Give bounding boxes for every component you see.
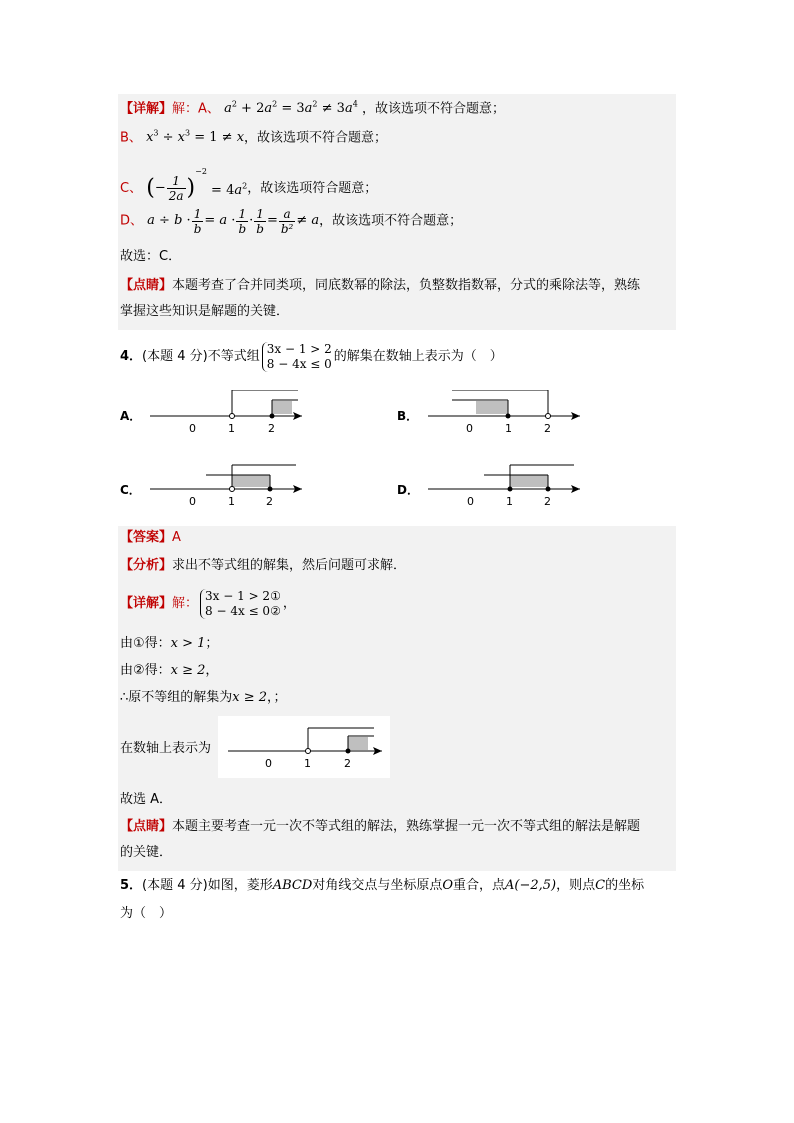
q4-answer: 【答案】A xyxy=(120,530,181,545)
q4-solution-numberline xyxy=(228,726,388,772)
q5-stem-line1: 5．(本题 4 分)如图，菱形ABCD对角线交点与坐标原点O重合，点A(−2,5)，则点C的坐标 xyxy=(120,878,645,893)
option-d-numberline[interactable] xyxy=(428,462,588,508)
option-a-math: $a^2 + 2a^2 = 3a^2 \ne 3a^4$ xyxy=(224,100,358,117)
q4-choose: 故选 A． xyxy=(120,792,173,807)
option-d-label: D、 xyxy=(120,213,144,229)
comment-tag: 【点睛】 xyxy=(120,278,173,293)
q3-detail-line-d: D、 a ÷ b · $\frac{1}{b}$ = a · $\frac{1}{b}$ · $\frac{1}{b}$ = $\frac{a}{\text{b²}}$ ≠ a，故该选项不符合题意； xyxy=(120,206,463,236)
svg-text:2: 2 xyxy=(344,757,351,770)
q4-inequality-system: 3x − 1 > 2 8 − 4x ≤ 0 xyxy=(262,342,332,372)
option-a-label: 解：A、 xyxy=(172,101,220,117)
option-a-numberline[interactable] xyxy=(150,390,310,436)
q5-number: 5． xyxy=(120,878,143,893)
option-b-numberline[interactable] xyxy=(428,390,588,436)
svg-text:1: 1 xyxy=(506,495,513,508)
tick-1: 1 xyxy=(228,422,235,435)
svg-text:1: 1 xyxy=(505,422,512,435)
option-c-choice[interactable]: C． xyxy=(120,483,141,497)
q5-stem-line2: 为（ ） xyxy=(120,906,173,921)
q4-stem: 4．(本题 4 分)不等式组 3x − 1 > 2 8 − 4x ≤ 0 的解集在数轴上表示为（ ） xyxy=(120,341,503,371)
option-d-verdict: ，故该选项不符合题意； xyxy=(319,213,463,229)
svg-text:2: 2 xyxy=(266,495,273,508)
option-c-math: ( xyxy=(146,175,155,201)
q3-comment-line2: 掌握这些知识是解题的关键． xyxy=(120,304,290,319)
q3-choose: 故选：C． xyxy=(120,249,182,264)
q4-numline-caption: 在数轴上表示为 xyxy=(120,741,212,756)
q3-comment-line1: 【点睛】本题考查了合并同类项，同底数幂的除法，负整数指数幂，分式的乘除法等，熟练 xyxy=(120,278,641,293)
svg-text:1: 1 xyxy=(304,757,311,770)
option-b-verdict: ，故该选项不符合题意； xyxy=(244,130,388,146)
answer-value: A xyxy=(172,530,181,545)
option-c-fraction: $\frac{1}{2a}$ xyxy=(168,174,184,203)
svg-text:0: 0 xyxy=(466,422,473,435)
q4-analysis: 【分析】求出不等式组的解集，然后问题可求解． xyxy=(120,558,407,573)
q4-therefore: ∴原不等组的解集为x ≥ 2，； xyxy=(120,690,287,705)
q4-comment-line2: 的关键． xyxy=(120,845,173,860)
q3-detail-line-b xyxy=(120,124,387,148)
option-a-choice[interactable]: A． xyxy=(120,409,142,423)
tick-2: 2 xyxy=(268,422,275,435)
option-a-verdict: ，故该选项不符合题意； xyxy=(361,101,505,117)
q4-detail: 【详解】解： 3x − 1 > 2① 8 − 4x ≤ 0② ， xyxy=(120,588,296,618)
svg-text:1: 1 xyxy=(228,495,235,508)
q4-comment-line1: 【点睛】本题主要考查一元一次不等式组的解法，熟练掌握一元一次不等式组的解法是解题 xyxy=(120,819,641,834)
svg-text:0: 0 xyxy=(265,757,272,770)
svg-text:2: 2 xyxy=(544,422,551,435)
svg-text:0: 0 xyxy=(189,495,196,508)
svg-text:2: 2 xyxy=(544,495,551,508)
q4-number: 4． xyxy=(120,349,143,364)
detail-tag: 【详解】 xyxy=(120,101,173,117)
q3-detail-line-a xyxy=(120,95,505,119)
svg-text:0: 0 xyxy=(467,495,474,508)
q4-detail-system: 3x − 1 > 2① 8 − 4x ≤ 0② xyxy=(200,589,281,619)
option-b-choice[interactable]: B． xyxy=(397,409,419,423)
option-d-choice[interactable]: D． xyxy=(397,483,419,497)
q4-meta: (本题 4 分) xyxy=(142,349,208,364)
tick-0: 0 xyxy=(189,422,196,435)
option-d-math: a ÷ b · xyxy=(147,213,191,228)
option-c-label: C、 xyxy=(120,181,143,196)
q3-detail-line-c: C、 (− $\frac{1}{2a}$ )$^{-2} = 4a^2$，故该选项符合题意； xyxy=(120,167,378,203)
option-c-numberline[interactable] xyxy=(150,462,310,508)
q4-step1: 由①得：x > 1； xyxy=(120,636,219,651)
q4-step2: 由②得：x ≥ 2， xyxy=(120,663,219,678)
option-c-verdict: ，故该选项符合题意； xyxy=(247,181,378,196)
option-b-math: $x^3 \div x^3 = 1 \ne x$ xyxy=(146,129,245,146)
option-b-label: B、 xyxy=(120,130,142,146)
